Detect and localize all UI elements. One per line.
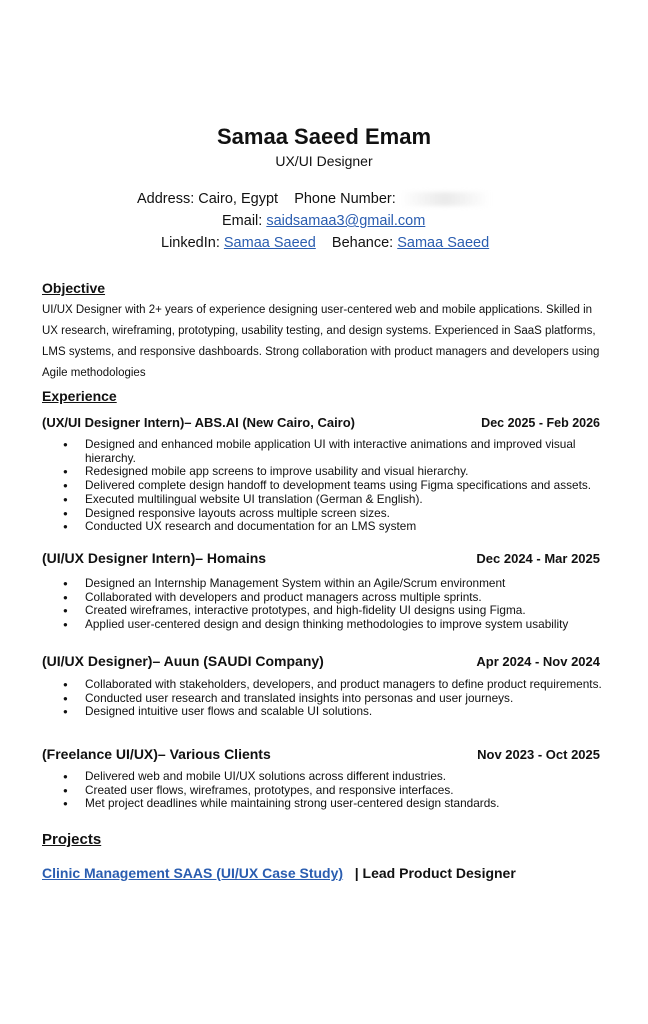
list-item: ● Designed responsive layouts across multiple screen sizes. xyxy=(42,507,602,521)
address-value: Cairo, Egypt xyxy=(198,191,279,207)
job-date: Nov 2023 - Oct 2025 xyxy=(477,747,600,762)
address-label: Address: xyxy=(137,191,195,207)
list-item: ● Delivered web and mobile UI/UX solutions across different industries. xyxy=(42,770,602,784)
linkedin-label: LinkedIn: xyxy=(161,235,220,251)
list-item: ● Collaborated with developers and product managers across multiple sprints. xyxy=(42,591,602,605)
job-bullets xyxy=(42,770,602,811)
job-title: (UX/UI Designer Intern)– ABS.AI (New Cairo, Cairo) xyxy=(42,415,356,430)
address-phone-line xyxy=(137,191,490,207)
linkedin-link[interactable]: Samaa Saeed xyxy=(223,235,316,251)
experience-heading: Experience xyxy=(42,388,117,404)
projects-heading: Projects xyxy=(42,831,102,848)
list-item: ● Designed and enhanced mobile application UI with interactive animations and improved visual hierarchy. xyxy=(42,438,602,465)
behance-label: Behance: xyxy=(331,235,394,251)
list-item: ● Collaborated with stakeholders, developers, and product managers to define product requirements. xyxy=(42,678,602,692)
job-date: Apr 2024 - Nov 2024 xyxy=(476,654,600,669)
list-item: ● Designed an Internship Management System within an Agile/Scrum environment xyxy=(42,577,602,591)
project-role: | Lead Product Designer xyxy=(354,865,516,881)
list-item: ● Redesigned mobile app screens to improve usability and visual hierarchy. xyxy=(42,465,602,479)
list-item: ● Designed intuitive user flows and scalable UI solutions. xyxy=(42,705,602,719)
list-item: ● Applied user-centered design and design thinking methodologies to improve system usability xyxy=(42,618,602,632)
objective-heading: Objective xyxy=(42,280,106,296)
job-title: (UI/UX Designer)– Auun (SAUDI Company) xyxy=(42,653,324,669)
email-link[interactable]: saidsamaa3@gmail.com xyxy=(266,213,426,229)
project-link[interactable]: Clinic Management SAAS (UI/UX Case Study) xyxy=(42,865,344,881)
job-title: (UI/UX Designer Intern)– Homains xyxy=(42,550,267,566)
job-date: Dec 2025 - Feb 2026 xyxy=(481,416,600,430)
list-item: ● Delivered complete design handoff to development teams using Figma specifications and assets. xyxy=(42,479,602,493)
candidate-name: Samaa Saeed Emam xyxy=(216,124,432,149)
project-item xyxy=(42,865,516,881)
list-item: ● Met project deadlines while maintaining strong user-centered design standards. xyxy=(42,797,602,811)
job-bullets xyxy=(42,438,602,534)
email-line xyxy=(222,213,425,229)
list-item: ● Created user flows, wireframes, prototypes, and responsive interfaces. xyxy=(42,784,602,798)
phone-label: Phone Number: xyxy=(294,191,396,207)
objective-text: UI/UX Designer with 2+ years of experience designing user-centered web and mobile applications. Skilled in UX research, wireframing, prototyping, usability testing, and design systems. Experienced in SaaS platforms, LMS systems, and responsive dashboards. Strong collaboration with product managers and developers using Agile methodologies xyxy=(42,304,600,379)
job-date: Dec 2024 - Mar 2025 xyxy=(476,551,600,566)
list-item: ● Conducted user research and translated insights into personas and user journeys. xyxy=(42,692,602,706)
phone-redacted xyxy=(400,192,490,206)
list-item: ● Executed multilingual website UI translation (German & English). xyxy=(42,493,602,507)
list-item: ● Created wireframes, interactive prototypes, and high-fidelity UI designs using Figma. xyxy=(42,604,602,618)
job-bullets xyxy=(42,678,602,719)
job-bullets xyxy=(42,577,602,632)
social-links-line xyxy=(161,235,489,251)
list-item: ● Conducted UX research and documentation for an LMS system xyxy=(42,520,602,534)
behance-link[interactable]: Samaa Saeed xyxy=(397,235,490,251)
job-title: (Freelance UI/UX)– Various Clients xyxy=(42,746,271,762)
candidate-title: UX/UI Designer xyxy=(275,153,373,169)
email-label: Email: xyxy=(222,213,263,229)
